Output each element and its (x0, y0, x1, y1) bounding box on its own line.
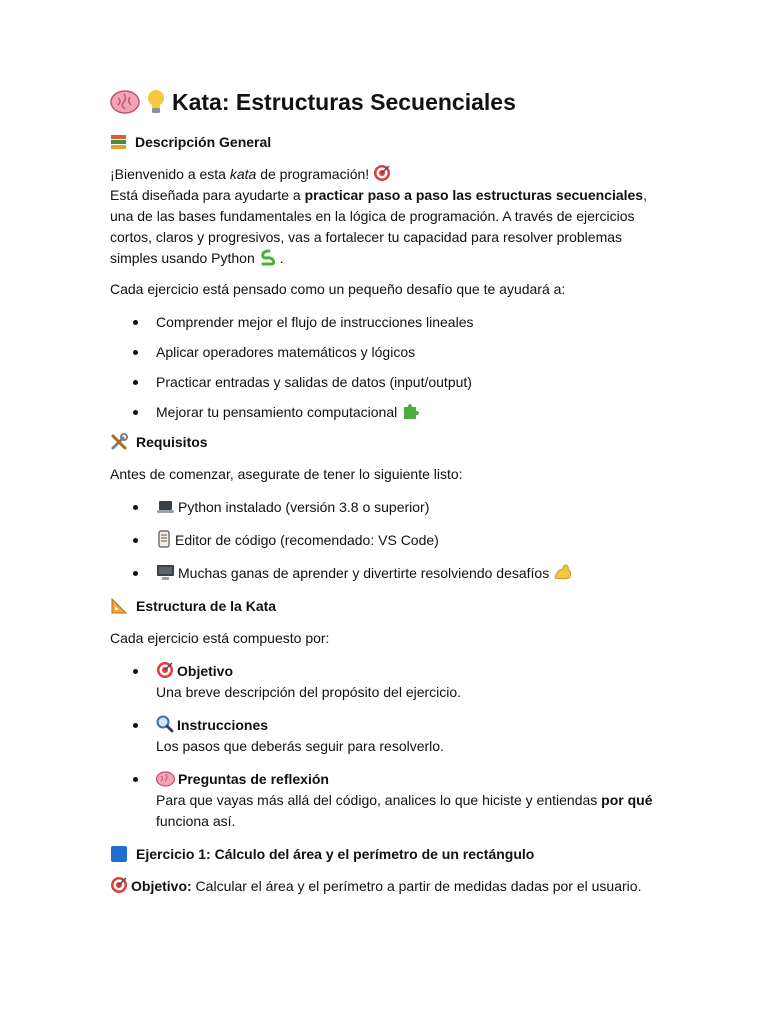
requisitos-intro: Antes de comenzar, asegurate de tener lo siguiente listo: (110, 466, 463, 482)
title-text: Kata: Estructuras Secuenciales (172, 89, 516, 115)
preguntas-label: Preguntas de reflexión (178, 771, 329, 787)
goal-text: Aplicar operadores matemáticos y lógicos (156, 344, 416, 360)
ejercicio1-heading-text: Ejercicio 1: Cálculo del área y el perímetro de un rectángulo (136, 846, 535, 862)
goals-list (110, 312, 668, 423)
list-item (110, 402, 668, 423)
list-item (110, 497, 668, 518)
objetivo-desc: Una breve descripción del propósito del ejercicio. (156, 684, 462, 700)
estructura-heading (110, 596, 668, 616)
preguntas-desc-post: funciona así. (156, 813, 236, 829)
puzzle-icon (401, 402, 419, 420)
target-icon (110, 876, 128, 894)
objetivo-label: Objetivo (177, 663, 234, 679)
list-item (110, 769, 668, 832)
list-item (110, 342, 668, 363)
requisitos-heading-text: Requisitos (136, 434, 208, 450)
requisito-text: Editor de código (recomendado: VS Code) (175, 532, 439, 548)
magnifying-glass-icon (156, 715, 174, 733)
desktop-computer-icon (156, 564, 175, 581)
line2-pre: Está diseñada para ayudarte a (110, 187, 305, 203)
ejercicio1-objetivo-label: Objetivo: (131, 878, 192, 894)
line2-post: , una de las bases fundamentales en la lógica de programación. A través de ejercicios cortos, claros y progresivos, vas a fortalecer tu capacidad para resolver problemas simples usando Python (110, 187, 647, 266)
requisitos-list (110, 497, 668, 584)
blue-square-icon (110, 845, 128, 863)
list-item (110, 661, 668, 703)
ejercicio1-objetivo (110, 876, 668, 897)
requisito-text: Muchas ganas de aprender y divertirte resolviendo desafíos (178, 565, 550, 581)
line2-end: . (279, 250, 284, 266)
list-item (110, 563, 668, 584)
welcome-paragraph (110, 164, 668, 269)
snake-icon (259, 248, 277, 266)
line2-bold: practicar paso a paso las estructuras secuenciales (304, 187, 644, 203)
target-icon (373, 164, 391, 182)
books-icon (110, 134, 127, 150)
requisito-text: Python instalado (versión 3.8 o superior) (178, 499, 430, 515)
descripcion-heading-text: Descripción General (135, 134, 272, 150)
intro-list-paragraph: Cada ejercicio está pensado como un pequeño desafío que te ayudará a: (110, 281, 566, 297)
estructura-intro: Cada ejercicio está compuesto por: (110, 630, 330, 646)
ejercicio1-heading (110, 844, 668, 864)
requisitos-heading (110, 432, 668, 452)
list-item (110, 312, 668, 333)
welcome-pre: ¡Bienvenido a esta (110, 166, 230, 182)
flexed-biceps-icon (553, 563, 572, 581)
instrucciones-label: Instrucciones (177, 717, 269, 733)
page-title (110, 86, 668, 118)
ejercicio1-objetivo-text: Calcular el área y el perímetro a partir de medidas dadas por el usuario. (191, 878, 642, 894)
estructura-list (110, 661, 668, 832)
goal-text: Practicar entradas y salidas de datos (input/output) (156, 374, 472, 390)
brain-icon (156, 771, 175, 787)
descripcion-heading (110, 132, 668, 152)
preguntas-desc-pre: Para que vayas más allá del código, analices lo que hiciste y entiendas (156, 792, 602, 808)
triangular-ruler-icon (110, 597, 128, 615)
goal-text: Mejorar tu pensamiento computacional (156, 404, 398, 420)
scroll-icon (156, 530, 172, 548)
laptop-icon (156, 499, 175, 515)
tools-icon (110, 433, 128, 451)
instrucciones-desc: Los pasos que deberás seguir para resolverlo. (156, 738, 444, 754)
welcome-post: de programación! (256, 166, 370, 182)
brain-icon (110, 89, 140, 115)
lightbulb-icon (147, 89, 165, 115)
list-item (110, 530, 668, 551)
welcome-em: kata (229, 166, 257, 182)
goal-text: Comprender mejor el flujo de instrucciones lineales (156, 314, 474, 330)
list-item (110, 715, 668, 757)
list-item (110, 372, 668, 393)
target-icon (156, 661, 174, 679)
preguntas-desc-bold: por qué (601, 792, 653, 808)
estructura-heading-text: Estructura de la Kata (136, 598, 277, 614)
